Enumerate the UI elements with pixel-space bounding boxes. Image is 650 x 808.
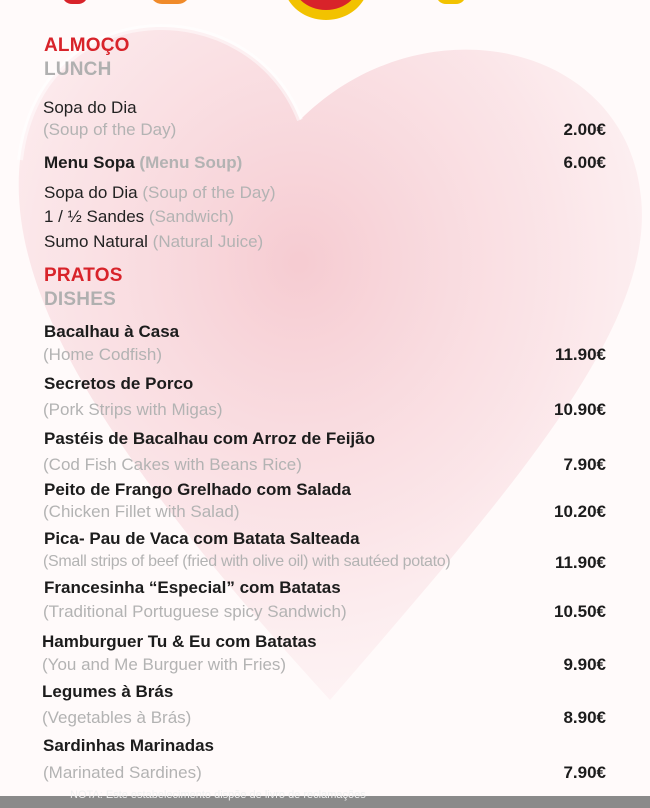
dish-translation: (Vegetables à Brás): [42, 708, 192, 727]
lunch-title-pt: ALMOÇO: [44, 35, 130, 56]
dish-price: 10.90€: [554, 400, 606, 419]
dish-translation: (Traditional Portuguese spicy Sandwich): [43, 602, 347, 621]
menu-soup-price: 6.00€: [563, 153, 606, 172]
soup-name: Sopa do Dia: [43, 98, 137, 117]
soup-translation: (Soup of the Day): [43, 120, 177, 139]
dish-price: 10.50€: [554, 602, 606, 621]
dish-name: Legumes à Brás: [42, 682, 174, 701]
menu-soup-translation: (Menu Soup): [139, 153, 243, 172]
menu-soup-item: [44, 183, 276, 203]
dish-name: Sardinhas Marinadas: [43, 736, 215, 755]
dishes-title-pt: PRATOS: [44, 265, 123, 286]
dish-price: 9.90€: [563, 655, 606, 674]
dish-name: Pica- Pau de Vaca com Batata Salteada: [44, 529, 360, 548]
footer-note: NOTA: Este estabelecimento dispõe de livro de reclamações: [70, 789, 366, 801]
dish-translation: (Small strips of beef (fried with olive oil) with sautéed potato): [43, 553, 451, 570]
dish-translation: (You and Me Burguer with Fries): [42, 655, 287, 674]
dish-translation: (Home Codfish): [43, 345, 163, 364]
soup-price: 2.00€: [563, 120, 606, 139]
lunch-title-en: LUNCH: [44, 59, 112, 80]
dish-name: Francesinha “Especial” com Batatas: [44, 578, 341, 597]
footer-note-bar: [0, 789, 650, 808]
dishes-title-en: DISHES: [44, 289, 116, 310]
menu-soup-item: [44, 207, 234, 227]
dish-price: 11.90€: [554, 345, 606, 364]
dish-name: Peito de Frango Grelhado com Salada: [44, 480, 352, 499]
menu-soup-item-translation: (Soup of the Day): [142, 183, 276, 202]
dish-translation: (Marinated Sardines): [43, 763, 202, 782]
menu-soup-name: Menu Sopa: [44, 153, 135, 172]
menu-soup-item-name: Sumo Natural: [44, 232, 148, 251]
dish-name: Secretos de Porco: [44, 374, 194, 393]
dish-translation: (Cod Fish Cakes with Beans Rice): [43, 455, 302, 474]
dish-name: Hamburguer Tu & Eu com Batatas: [42, 632, 317, 651]
dish-name: Pastéis de Bacalhau com Arroz de Feijão: [44, 429, 375, 448]
dish-translation: (Pork Strips with Migas): [43, 400, 223, 419]
menu-soup-heading: [44, 153, 242, 173]
menu-soup-item-translation: (Sandwich): [148, 207, 234, 226]
dish-price: 10.20€: [554, 502, 606, 521]
dish-price: 7.90€: [563, 763, 606, 782]
menu-soup-item-translation: (Natural Juice): [152, 232, 264, 251]
dish-name: Bacalhau à Casa: [44, 322, 180, 341]
menu-soup-item: [44, 232, 263, 252]
menu-soup-item-name: 1 / ½ Sandes: [44, 207, 145, 226]
dish-translation: (Chicken Fillet with Salad): [43, 502, 240, 521]
dish-price: 11.90€: [554, 553, 606, 572]
dish-price: 7.90€: [563, 455, 606, 474]
menu-soup-item-name: Sopa do Dia: [44, 183, 138, 202]
dish-price: 8.90€: [563, 708, 606, 727]
